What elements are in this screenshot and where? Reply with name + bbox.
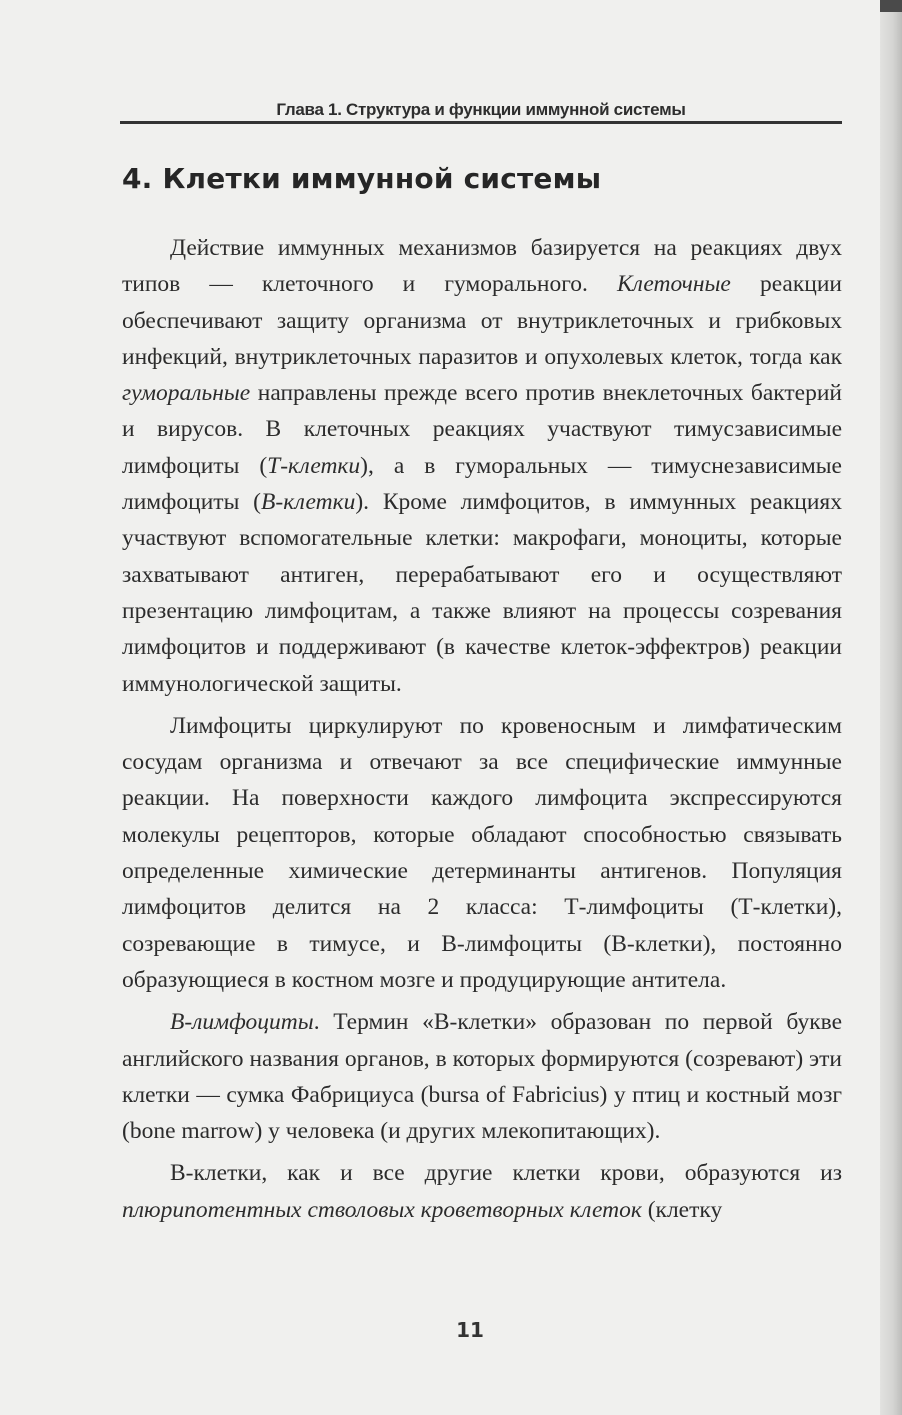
- italic-term: В-лимфоциты: [170, 1009, 314, 1036]
- section-title: 4. Клетки иммунной системы: [122, 162, 602, 195]
- text-run: Лимфоциты циркулируют по кровеносным и лимфатическим сосудам организма и отвечают за все специфические иммунные реакции. На поверхности каждого лимфоцита экспрессируются молекулы рецепторов, которые обладают способностью связывать определенные химические детерминанты антигенов. Популяция лимфоцитов делится на 2 класса: Т-лимфоциты (Т-клетки), созревающие в тимусе, и В-лимфоциты (В-клетки), постоянно образующиеся в костном мозге и продуцирующие антитела.: [122, 712, 842, 993]
- italic-term: гуморальные: [122, 380, 251, 407]
- paragraph: [122, 708, 842, 998]
- page-edge-shadow: [880, 0, 902, 1415]
- italic-term: Клеточные: [616, 271, 731, 298]
- text-run: Действие иммунных механизмов базируется на реакциях двух типов — клеточного и гуморального.: [122, 235, 842, 298]
- text-run: реакции обеспечивают защиту организма от внутриклеточных и грибковых инфекций, внутриклеточных паразитов и опухолевых клеток, тогда как: [122, 271, 842, 370]
- text-run: ). Кроме лимфоцитов, в иммунных реакциях участвуют вспомогательные клетки: макрофаги, моноциты, которые захватывают антиген, перерабатывают его и осуществляют презентацию лимфоцитам, а также влияют на процессы созревания лимфоцитов и поддерживают (в качестве клеток-эффектров) реакции иммунологической защиты.: [122, 489, 842, 697]
- text-run: В-клетки, как и все другие клетки крови, образуются из: [170, 1160, 842, 1187]
- text-run: . Термин «В-клетки» образован по первой букве английского названия органов, в которых формируются (созревают) эти клетки — сумка Фабрициуса (bursa of Fabricius) у птиц и костный мозг (bone marrow) у человека (и других млекопитающих).: [122, 1009, 842, 1145]
- text-run: направлены прежде всего против внеклеточных бактерий и вирусов. В клеточных реакциях участвуют тимусзависимые лимфоциты (: [122, 380, 842, 479]
- paragraph: [122, 1155, 842, 1228]
- italic-term: плюрипотентных стволовых кроветворных клеток: [122, 1196, 642, 1223]
- scan-corner-mark: [880, 0, 902, 12]
- italic-term: Т-клетки: [267, 452, 361, 479]
- running-header: Глава 1. Структура и функции иммунной системы: [276, 100, 686, 119]
- paragraph: [122, 1004, 842, 1149]
- page-number: 11: [456, 1318, 484, 1342]
- paragraph: [122, 230, 842, 702]
- body-text: [122, 230, 842, 1234]
- text-run: ), а в гуморальных — тимуснезависимые лимфоциты (: [122, 452, 842, 516]
- italic-term: В-клетки: [261, 489, 356, 516]
- header-rule: [120, 121, 842, 124]
- text-run: (клетку: [641, 1196, 723, 1223]
